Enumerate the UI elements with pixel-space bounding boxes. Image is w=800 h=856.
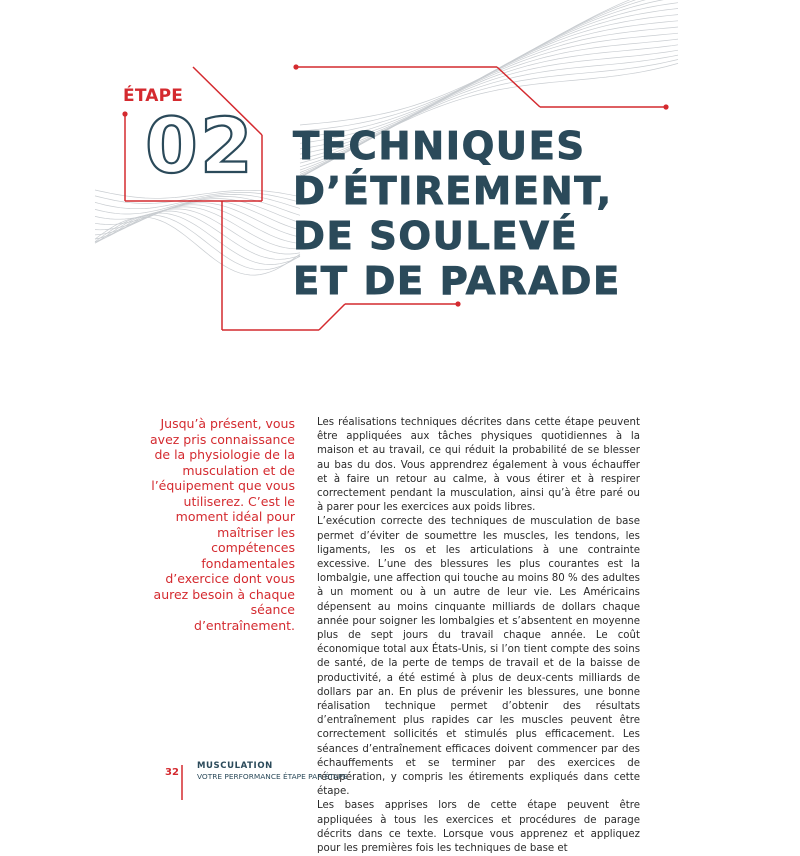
wave-line (300, 0, 678, 143)
body-text (317, 416, 640, 856)
body-paragraph: Les réalisations techniques décrites dans cette étape peuvent être appliquées aux tâches physiques quotidiennes à la maison et au travail, ce qui réduit la probabilité de se blesser au bas du dos. Vous apprendrez également à vous échauffer et à faire un retour au calme, à vous étirer et à respirer correctement pendant la musculation, ainsi qu’à être paré ou à parer pour les exercices aux poids libres. (317, 417, 640, 514)
title-line: D’ÉTIREMENT, (293, 169, 613, 214)
wave-line (300, 0, 678, 131)
intro-text: Jusqu’à présent, vous avez pris connaissance de la physiologie de la musculation et de l’équipement que vous utiliserez. C’est le moment idéal pour maîtriser les compétences fondamentales d’exercice dont vous aurez besoin à chaque séance d’entraînement. (150, 416, 295, 633)
body-paragraph: L’exécution correcte des techniques de musculation de base permet d’éviter de soumettre les muscles, les tendons, les ligaments, les os et les articulations à une contrainte excessive. L’une des blessures les plus courantes est la lombalgie, une affection qui touche au moins 80 % des adultes à un moment ou à un autre de leur vie. Les Américains dépensent au moins cinquante milliards de dollars chaque année pour soigner les lombalgies et s’absentent en moyenne plus de sept jours du travail chaque année. Le coût économique total aux États-Unis, si l’on tient compte des soins de santé, de la perte de temps de travail et de la baisse de productivité, a été estimé à plus de deux-cents milliards de dollars par an. En plus de prévenir les blessures, une bonne réalisation technique permet d’obtenir des résultats d’entraînement plus rapides car les muscles peuvent être correctement sollicités et stimulés plus efficacement. Les séances d’entraînement efficaces doivent commencer par des échauffements et se terminer par des exercices de récupération, y compris les étirements expliqués dans cette étape. (317, 516, 640, 798)
wave-line (300, 0, 678, 137)
title-line: TECHNIQUES (293, 124, 586, 169)
title-line: ET DE PARADE (293, 259, 621, 304)
title-line: DE SOULEVÉ (293, 214, 579, 259)
body-paragraph: Les bases apprises lors de cette étape peuvent être appliquées à tous les exercices et procédures de parage décrits dans ce texte. Lorsque vous apprenez et appliquez pour les premières fois les techniques de base et (317, 800, 640, 855)
step-label: ÉTAPE (123, 86, 184, 106)
footer-book-subtitle: VOTRE PERFORMANCE ÉTAPE PAR ÉTAPE (197, 772, 348, 781)
wave-line (95, 209, 300, 254)
footer-book-title: MUSCULATION (197, 761, 273, 771)
step-number: 02 (145, 101, 255, 190)
wave-line (95, 205, 300, 244)
chapter-title (293, 124, 621, 304)
page-number: 32 (165, 767, 179, 778)
